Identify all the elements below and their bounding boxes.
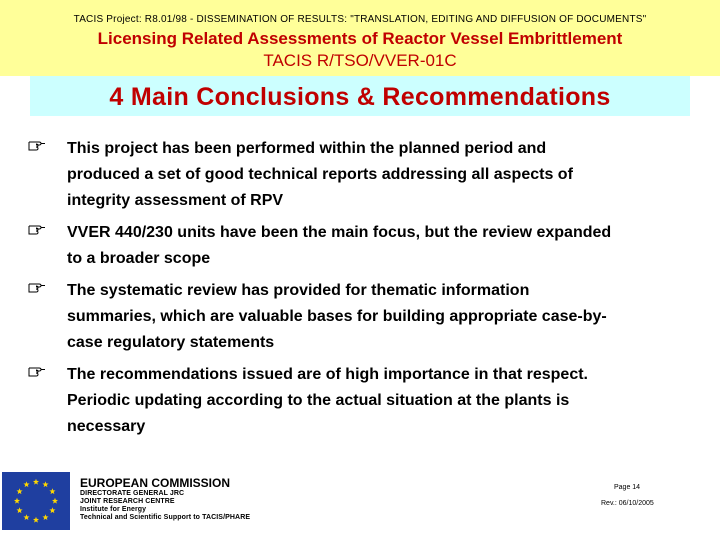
project-code: TACIS R/TSO/VVER-01C xyxy=(263,51,457,70)
org-line: DIRECTORATE GENERAL JRC xyxy=(80,490,185,497)
section-title-bar xyxy=(30,76,690,116)
pointing-hand-icon xyxy=(28,363,46,379)
org-line: Institute for Energy xyxy=(80,506,147,513)
org-line: Technical and Scientific Support to TACIS/PHARE xyxy=(80,514,251,521)
slide-footer xyxy=(0,466,720,540)
revision-date: Rev.: 06/10/2005 xyxy=(601,500,654,507)
bullet-text: VVER 440/230 units have been the main focus, but the review expanded to a broader scope xyxy=(67,224,612,267)
project-line: TACIS Project: R8.01/98 - DISSEMINATION OF RESULTS: "TRANSLATION, EDITING AND DIFFUSION OF DOCUMENTS" xyxy=(73,14,647,25)
slide-header xyxy=(0,0,720,76)
pointing-hand-icon xyxy=(28,279,46,295)
section-title: 4 Main Conclusions & Recommendations xyxy=(109,83,611,111)
org-line: JOINT RESEARCH CENTRE xyxy=(80,498,175,505)
bullet-text: The recommendations issued are of high importance in that respect. Periodic updating according to the actual situation at the plants is necessary xyxy=(67,366,588,435)
page-number: Page 14 xyxy=(614,484,641,491)
bullet-text: This project has been performed within the planned period and produced a set of good technical reports addressing all aspects of integrity assessment of RPV xyxy=(67,140,573,209)
eu-flag-icon xyxy=(2,472,70,530)
pointing-hand-icon xyxy=(28,137,46,153)
pointing-hand-icon xyxy=(28,221,46,237)
org-title: EUROPEAN COMMISSION xyxy=(80,476,231,490)
bullet-text: The systematic review has provided for thematic information summaries, which are valuable bases for building appropriate case-by- case regulatory statements xyxy=(67,282,607,351)
header-title: Licensing Related Assessments of Reactor Vessel Embrittlement xyxy=(97,29,623,48)
